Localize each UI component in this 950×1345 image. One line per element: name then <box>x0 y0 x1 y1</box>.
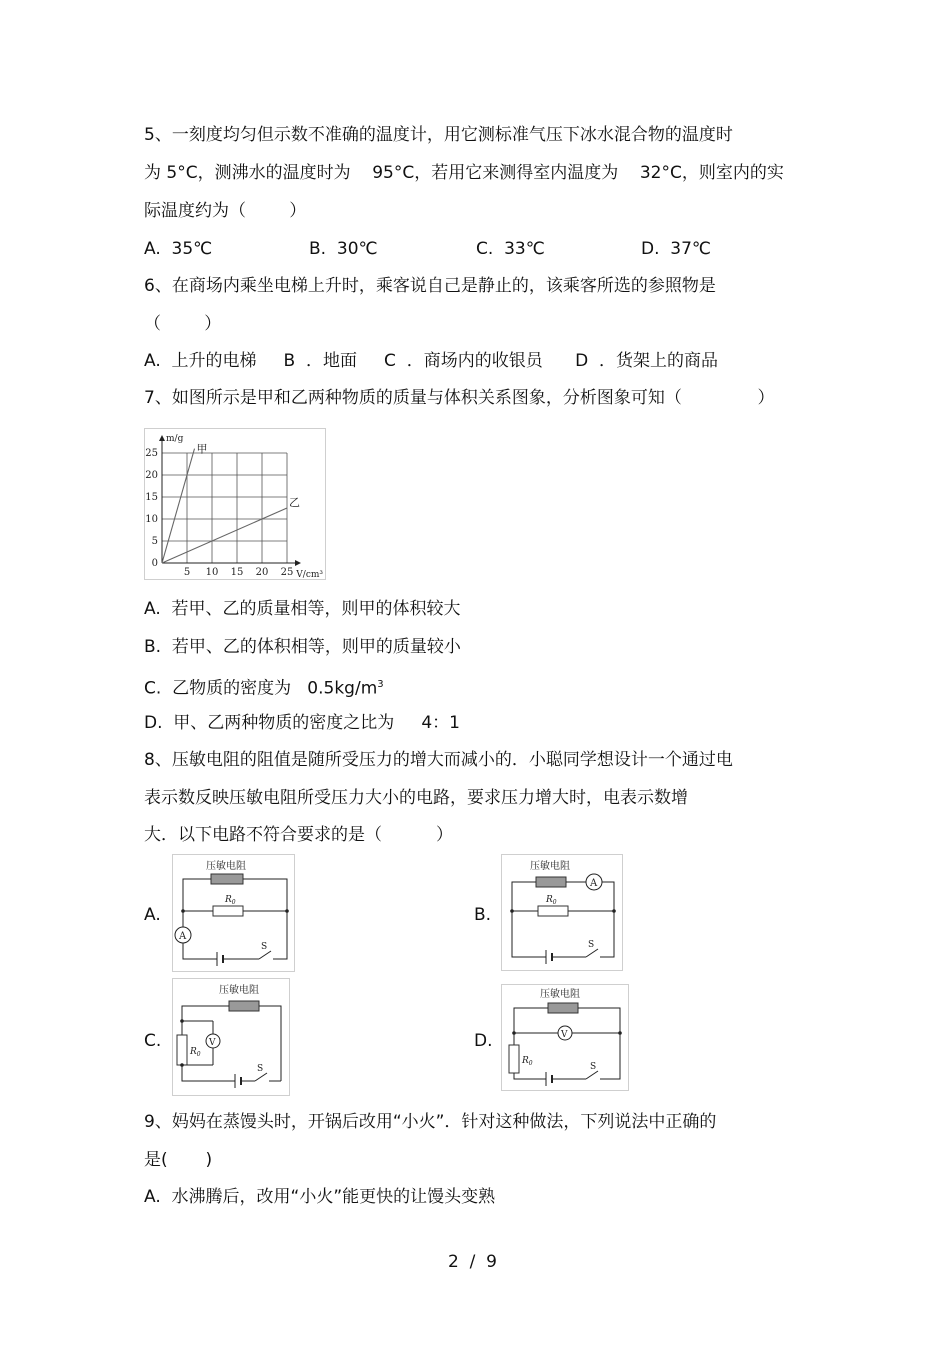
x-tick-label: 20 <box>255 567 269 578</box>
y-axis-label: m/g <box>166 434 184 444</box>
series-line-jia <box>162 449 195 563</box>
q7-option-c <box>144 674 384 700</box>
x-tick-label: 5 <box>183 567 191 578</box>
q7-option-c-sup: 3 <box>377 679 384 690</box>
q5-option-b: B. 30℃ <box>309 239 378 259</box>
r0-label: $R_0$ <box>225 895 236 906</box>
y-tick-label: 15 <box>145 492 158 503</box>
q7-option-c-text: C. 乙物质的密度为 0.5kg/m <box>144 678 378 699</box>
q8-letter-a: A. <box>144 905 161 925</box>
circuit-c <box>172 978 290 1096</box>
r0-resistor <box>213 906 243 916</box>
circuit-b-diagram <box>502 855 622 970</box>
mass-volume-chart-svg <box>145 429 325 579</box>
q8-letter-c: C. <box>144 1031 162 1051</box>
q9-line2: 是( ) <box>144 1150 213 1170</box>
circuit-d <box>501 984 629 1091</box>
circuit-b <box>501 854 623 971</box>
page-number: 2 / 9 <box>448 1252 497 1272</box>
pressure-resistor <box>548 1003 578 1013</box>
y-tick-label: 10 <box>145 514 158 525</box>
q5-line3: 际温度约为（ ） <box>144 201 307 221</box>
switch-label: S <box>257 1064 264 1074</box>
series-label: 甲 <box>196 442 208 456</box>
series-label: 乙 <box>289 496 300 509</box>
q8-letter-d: D. <box>474 1031 493 1051</box>
sensor-label: 压敏电阻 <box>219 985 259 996</box>
r0-label: $R_0$ <box>190 1047 201 1058</box>
q6-line2: （ ） <box>144 314 222 334</box>
y-axis-arrow <box>159 435 165 441</box>
circuit-d-diagram <box>502 985 628 1090</box>
voltmeter-label: V <box>561 1030 568 1040</box>
switch-icon <box>586 949 598 957</box>
circuit-c-diagram <box>173 979 289 1095</box>
q7-option-d: D. 甲、乙两种物质的密度之比为 4：1 <box>144 713 460 733</box>
sensor-label: 压敏电阻 <box>206 861 246 872</box>
switch-label: S <box>588 940 595 950</box>
switch-icon <box>586 1071 598 1079</box>
switch-icon <box>255 1073 267 1081</box>
ammeter-label: A <box>179 931 187 942</box>
switch-icon <box>259 951 271 959</box>
r0-resistor <box>509 1045 519 1073</box>
q5-line1: 5、一刻度均匀但示数不准确的温度计，用它测标准气压下冰水混合物的温度时 <box>144 125 733 145</box>
ammeter-label: A <box>590 878 598 889</box>
circuit-a-diagram <box>173 855 294 971</box>
q7-option-b: B. 若甲、乙的体积相等，则甲的质量较小 <box>144 637 461 657</box>
x-tick-label: 10 <box>205 567 219 578</box>
sensor-label: 压敏电阻 <box>540 989 580 1000</box>
pressure-resistor <box>211 874 243 884</box>
x-tick-label: 25 <box>280 567 294 578</box>
q5-option-d: D. 37℃ <box>641 239 712 259</box>
q5-option-a: A. 35℃ <box>144 239 213 259</box>
q7-line1: 7、如图所示是甲和乙两种物质的质量与体积关系图象，分析图象可知（ ） <box>144 388 775 408</box>
switch-label: S <box>261 942 268 952</box>
y-tick-label: 5 <box>151 536 158 547</box>
y-tick-label: 25 <box>145 448 158 459</box>
q7-option-a: A. 若甲、乙的质量相等，则甲的体积较大 <box>144 599 461 619</box>
r0-label: $R_0$ <box>546 895 557 906</box>
x-tick-label: 15 <box>230 567 244 578</box>
r0-resistor <box>177 1035 187 1065</box>
circuit-a <box>172 854 295 972</box>
q8-letter-b: B. <box>474 905 492 925</box>
r0-label: $R_0$ <box>522 1056 533 1067</box>
switch-label: S <box>590 1062 597 1072</box>
q6-options: A. 上升的电梯 B ．地面 C ．商场内的收银员 D ．货架上的商品 <box>144 351 719 371</box>
mass-volume-chart <box>144 428 326 580</box>
voltmeter-label: V <box>209 1038 216 1048</box>
pressure-resistor <box>229 1001 259 1011</box>
x-axis-arrow <box>295 560 301 566</box>
q8-line1: 8、压敏电阻的阻值是随所受压力的增大而减小的．小聪同学想设计一个通过电 <box>144 750 733 770</box>
series-line-yi <box>162 508 287 563</box>
q9-line1: 9、妈妈在蒸馒头时，开锅后改用“小火”．针对这种做法，下列说法中正确的 <box>144 1112 717 1132</box>
q8-line2: 表示数反映压敏电阻所受压力大小的电路，要求压力增大时，电表示数增 <box>144 788 688 808</box>
y-tick-label: 20 <box>145 470 158 481</box>
pressure-resistor <box>536 877 566 887</box>
y-tick-label: 0 <box>151 558 158 569</box>
q5-option-c: C. 33℃ <box>476 239 545 259</box>
q9-option-a: A. 水沸腾后，改用“小火”能更快的让馒头变熟 <box>144 1187 496 1207</box>
q5-line2: 为 5°C，测沸水的温度时为 95°C，若用它来测得室内温度为 32°C，则室内的实 <box>144 163 784 183</box>
x-axis-label: V/cm³ <box>296 570 323 579</box>
r0-resistor <box>538 906 568 916</box>
q6-line1: 6、在商场内乘坐电梯上升时，乘客说自己是静止的，该乘客所选的参照物是 <box>144 276 716 296</box>
sensor-label: 压敏电阻 <box>530 861 570 872</box>
q8-line3: 大．以下电路不符合要求的是（ ） <box>144 825 454 845</box>
